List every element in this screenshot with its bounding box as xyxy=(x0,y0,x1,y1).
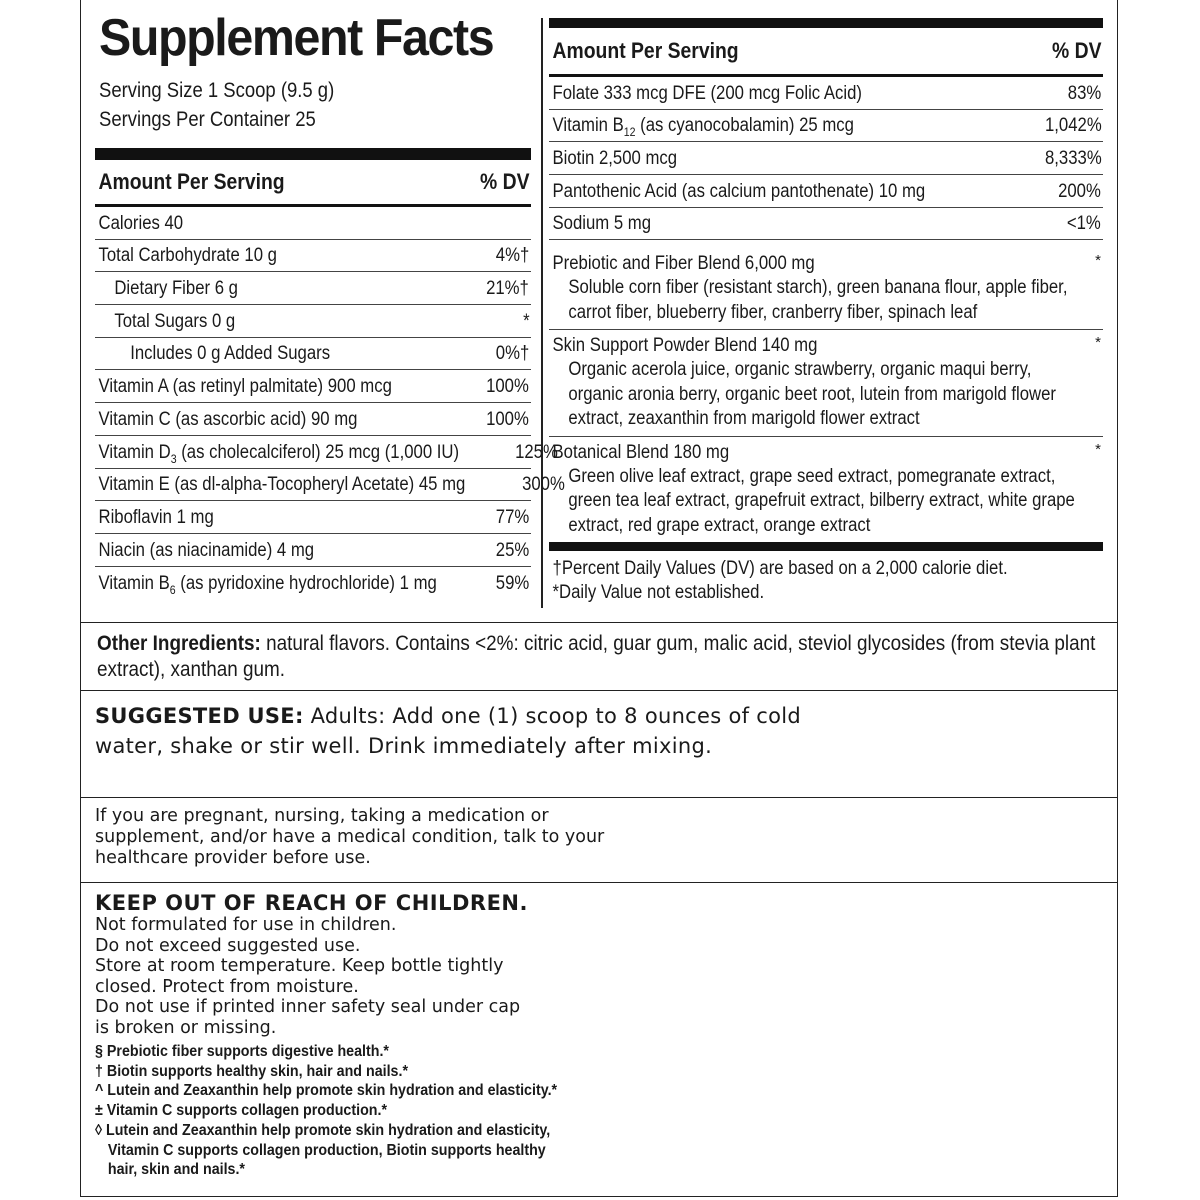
keep-out-line: Not formulated for use in children. xyxy=(95,915,397,935)
claim-line: ◊ Lutein and Zeaxanthin help promote skin hydration and elasticity, xyxy=(95,1121,551,1139)
right-column xyxy=(549,18,1103,605)
claim-line: Vitamin C supports collagen production, Biotin supports healthy xyxy=(107,1141,546,1159)
column-divider xyxy=(541,18,543,608)
nutrient-dv: 77% xyxy=(495,506,530,528)
serving-size: Serving Size 1 Scoop (9.5 g) xyxy=(99,79,335,102)
nutrient-dv: 100% xyxy=(486,376,530,398)
nutrient-name xyxy=(95,573,437,598)
nutrient-row xyxy=(549,110,1103,143)
nutrient-dv: 25% xyxy=(495,539,530,561)
claim-line: ± Vitamin C supports collagen production.* xyxy=(95,1102,387,1120)
nutrient-name: Vitamin E (as dl-alpha-Tocopheryl Acetate) 45 mg xyxy=(98,474,466,496)
serving-info xyxy=(99,76,479,134)
nutrient-name: Dietary Fiber 6 g xyxy=(114,278,238,300)
nutrient-name: Folate 333 mcg DFE (200 mcg Folic Acid) xyxy=(552,82,862,104)
amount-header: Amount Per Serving xyxy=(552,38,739,63)
blend-item xyxy=(549,330,1103,437)
nutrient-row xyxy=(95,534,531,567)
nutrient-row xyxy=(95,501,531,534)
nutrient-row xyxy=(549,77,1103,110)
claims-list xyxy=(95,1042,1103,1180)
nutrient-name: Total Sugars 0 g xyxy=(114,310,236,332)
nutrient-row xyxy=(95,272,531,305)
nutrient-row xyxy=(549,142,1103,175)
nutrient-name: Niacin (as niacinamide) 4 mg xyxy=(98,539,315,561)
warning-section xyxy=(81,797,1117,883)
nutrient-dv: 100% xyxy=(486,408,530,430)
nutrient-dv: 300% xyxy=(521,474,565,496)
blend-item xyxy=(549,248,1103,330)
dv-header: % DV xyxy=(479,169,530,194)
other-ingredients-section xyxy=(81,622,1117,692)
nutrient-dv: <1% xyxy=(1067,213,1102,235)
nutrient-name-part: (as cyanocobalamin) 25 mcg xyxy=(635,115,854,137)
nutrient-name: Vitamin C (as ascorbic acid) 90 mg xyxy=(98,408,358,430)
dagger-footnote: †Percent Daily Values (DV) are based on a 2,000 calorie diet. xyxy=(552,558,1008,580)
nutrient-dv: * xyxy=(522,310,530,332)
nutrient-name-part: (as pyridoxine hydrochloride) 1 mg xyxy=(175,573,437,595)
nutrient-row xyxy=(95,469,565,502)
keep-out-line: is broken or missing. xyxy=(95,1017,277,1038)
nutrient-row xyxy=(95,207,531,240)
blend-title: Prebiotic and Fiber Blend 6,000 mg xyxy=(552,253,815,275)
other-ingredients xyxy=(97,631,1114,683)
nutrient-dv: 8,333% xyxy=(1044,148,1102,170)
nutrient-dv: 0%† xyxy=(495,343,530,365)
nutrient-dv: 83% xyxy=(1067,82,1102,104)
page-title: Supplement Facts xyxy=(99,9,494,67)
footnotes xyxy=(549,557,1103,605)
nutrient-row xyxy=(95,567,531,600)
blend-list xyxy=(549,248,1103,542)
suggested-use-text: Adults: Add one (1) scoop to 8 ounces of cold water, shake or stir well. Drink immediately after mixing. xyxy=(95,704,802,758)
blend-ingredients: Organic acerola juice, organic strawberry, organic maqui berry, organic aronia berry, organic beet root, lutein from marigold flower extract, zeaxanthin from marigold flower extract xyxy=(568,359,1056,430)
facts-header xyxy=(549,28,1103,77)
nutrient-name xyxy=(549,115,854,140)
nutrient-name: Includes 0 g Added Sugars xyxy=(130,343,331,365)
nutrient-table-right xyxy=(549,77,1103,240)
blend-ingredients: Soluble corn fiber (resistant starch), green banana flour, apple fiber, carrot fiber, blueberry fiber, cranberry fiber, spinach leaf xyxy=(568,277,1068,323)
keep-out-line: Store at room temperature. Keep bottle tightly xyxy=(95,956,504,976)
other-ingredients-label: Other Ingredients: xyxy=(97,632,261,655)
nutrient-name xyxy=(95,442,459,464)
blend-item xyxy=(549,437,1103,543)
nutrient-dv: 200% xyxy=(1058,180,1102,202)
nutrient-name: Calories 40 xyxy=(98,212,184,234)
nutrient-name-part: Vitamin B xyxy=(98,573,170,595)
nutrient-subscript: 12 xyxy=(623,125,636,140)
nutrient-dv: 125% xyxy=(514,441,558,463)
nutrient-name-part: (as cholecalciferol) 25 mcg (1,000 IU) xyxy=(176,441,460,463)
nutrient-name-part: Vitamin B xyxy=(552,115,624,137)
blend-dv: * xyxy=(1095,334,1101,352)
keep-out-line: Do not exceed suggested use. xyxy=(95,935,361,956)
nutrient-subscript: 3 xyxy=(170,451,177,466)
nutrient-name: Sodium 5 mg xyxy=(552,213,652,235)
nutrient-name: Pantothenic Acid (as calcium pantothenate) 10 mg xyxy=(552,180,926,202)
nutrient-row xyxy=(95,338,531,371)
nutrient-name-part: Vitamin D xyxy=(98,441,171,463)
other-ingredients-text: natural flavors. Contains <2%: citric acid, guar gum, malic acid, steviol glycosides (from stevia plant extract), xanthan gum. xyxy=(97,632,1096,681)
claim-line: hair, skin and nails.* xyxy=(107,1161,245,1179)
nutrient-row xyxy=(95,436,558,469)
blend-ingredients: Green olive leaf extract, grape seed extract, pomegranate extract, green tea leaf extract, grapefruit extract, bilberry extract, white grape extract, red grape extract, orange extract xyxy=(568,465,1075,536)
keep-out-line: Do not use if printed inner safety seal under cap xyxy=(95,997,521,1017)
nutrient-subscript: 6 xyxy=(169,583,176,598)
thick-rule xyxy=(549,542,1103,551)
amount-header: Amount Per Serving xyxy=(98,169,285,194)
facts-header xyxy=(95,160,531,207)
nutrient-dv: 59% xyxy=(495,573,530,595)
nutrient-name: Total Carbohydrate 10 g xyxy=(98,245,277,267)
dv-header: % DV xyxy=(1051,38,1102,63)
nutrient-name: Riboflavin 1 mg xyxy=(98,506,214,528)
keep-out-line: closed. Protect from moisture. xyxy=(95,976,359,997)
keep-out-heading: KEEP OUT OF REACH OF CHILDREN. xyxy=(95,891,528,915)
nutrient-row xyxy=(95,403,531,436)
warning-text: If you are pregnant, nursing, taking a medication or supplement, and/or have a medical condition, talk to your healthcare provider before use. xyxy=(95,806,605,868)
nutrient-row xyxy=(549,208,1103,241)
nutrient-dv: 1,042% xyxy=(1044,115,1102,137)
keep-out-lines xyxy=(95,915,1103,1038)
claim-line: † Biotin supports healthy skin, hair and nails.* xyxy=(95,1062,409,1080)
nutrient-row xyxy=(95,305,531,338)
nutrient-row xyxy=(549,175,1103,208)
blend-dv: * xyxy=(1095,440,1101,458)
thick-rule xyxy=(549,18,1103,28)
blend-dv: * xyxy=(1095,252,1101,270)
claim-line: ^ Lutein and Zeaxanthin help promote skin hydration and elasticity.* xyxy=(95,1082,558,1100)
star-footnote: *Daily Value not established. xyxy=(552,582,765,604)
left-column xyxy=(95,9,565,599)
nutrient-dv: 21%† xyxy=(486,278,530,300)
nutrient-table-left xyxy=(95,207,565,599)
suggested-use-section xyxy=(81,690,1117,798)
blend-title: Botanical Blend 180 mg xyxy=(552,441,730,463)
nutrient-name: Biotin 2,500 mcg xyxy=(552,148,678,170)
nutrient-row xyxy=(95,240,531,273)
thick-rule xyxy=(95,148,531,160)
blend-title: Skin Support Powder Blend 140 mg xyxy=(552,335,818,357)
servings-per-container: Servings Per Container 25 xyxy=(99,108,316,131)
nutrient-dv: 4%† xyxy=(495,245,530,267)
nutrient-name: Vitamin A (as retinyl palmitate) 900 mcg xyxy=(98,376,392,398)
suggested-use xyxy=(95,701,815,761)
keep-out-section xyxy=(81,882,1117,1197)
suggested-use-label: SUGGESTED USE: xyxy=(95,704,304,728)
claim-line: § Prebiotic fiber supports digestive health.* xyxy=(95,1043,389,1060)
nutrient-row xyxy=(95,370,531,403)
